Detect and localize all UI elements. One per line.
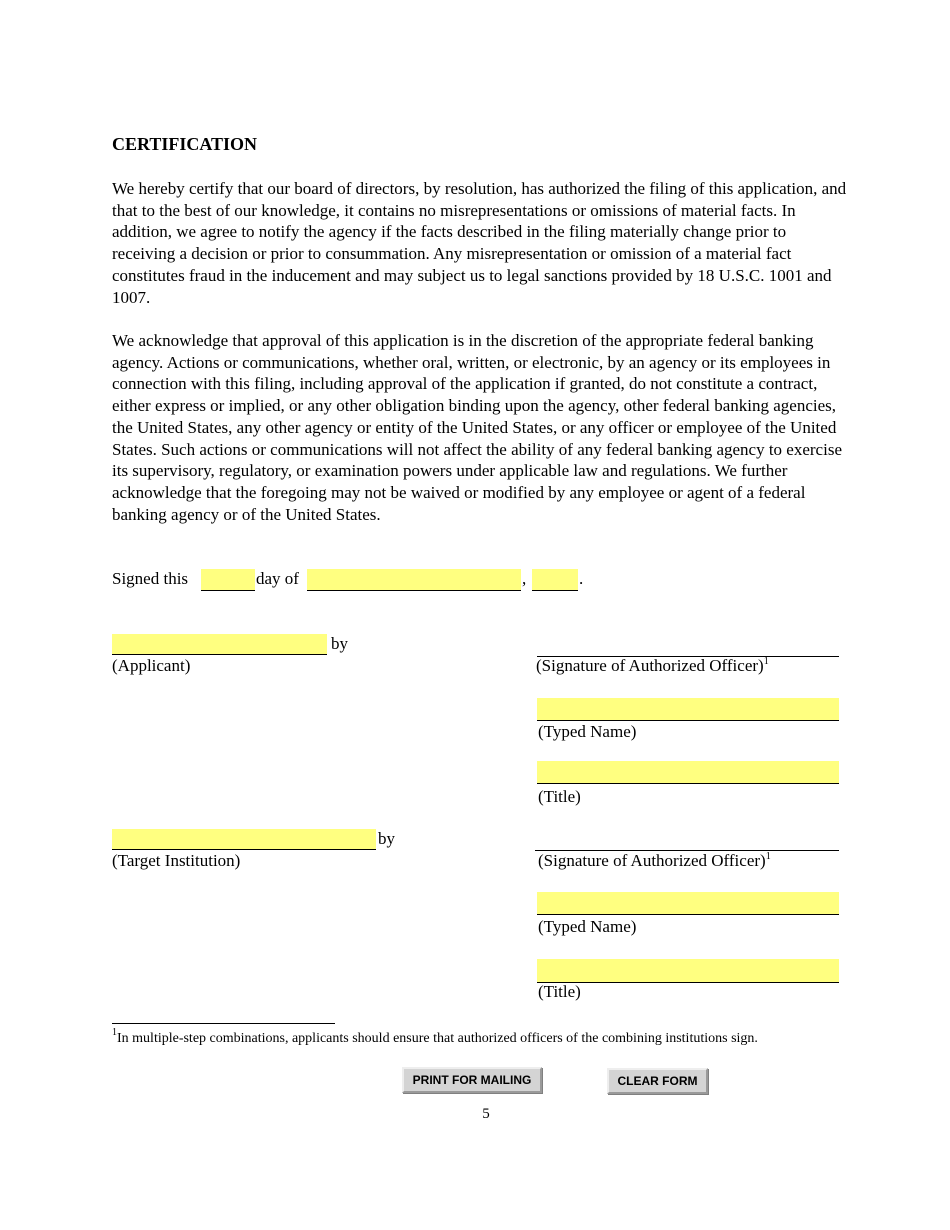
- applicant-label: (Applicant): [112, 656, 191, 675]
- applicant-typed-name-label: (Typed Name): [538, 722, 637, 741]
- footnote-rule: [112, 1023, 335, 1024]
- footnote-text: In multiple-step combinations, applicants should ensure that authorized officers of the combining institutions sign.: [117, 1031, 758, 1046]
- footnote-ref-marker: 1: [763, 656, 769, 667]
- applicant-name-field[interactable]: [112, 634, 327, 655]
- target-by-label: by: [378, 829, 395, 848]
- signed-this-label: Signed this: [112, 569, 189, 588]
- day-of-label: day of: [256, 569, 299, 588]
- signed-month-field[interactable]: [307, 569, 521, 591]
- applicant-signature-label: (Signature of Authorized Officer)$^1$: [536, 656, 769, 675]
- footnote: [112, 1027, 758, 1047]
- applicant-title-label: (Title): [538, 787, 581, 806]
- applicant-typed-name-field[interactable]: [537, 698, 839, 721]
- target-typed-name-field[interactable]: [537, 892, 839, 915]
- print-for-mailing-button[interactable]: PRINT FOR MAILING: [402, 1067, 542, 1093]
- comma-separator: ,: [522, 569, 527, 588]
- signed-year-field[interactable]: [532, 569, 578, 591]
- target-institution-label: (Target Institution): [112, 851, 241, 870]
- footnote-ref-marker: 1: [765, 851, 771, 862]
- page-number: 5: [482, 1106, 490, 1122]
- target-signature-label: (Signature of Authorized Officer)$^1$: [538, 851, 771, 870]
- acknowledgement-paragraph: We acknowledge that approval of this application is in the discretion of the appropriate federal banking agency. Actions or communications, whether oral, written, or electronic, by an agency or its employees in connection with this filing, including approval of the application if granted, do not constitute a contract, either express or implied, or any other obligation binding upon the agency, other federal banking agencies, the United States, any other agency or entity of the United States, or any officer or employee of the United States. Such actions or communications will not affect the ability of any federal banking agency to exercise its supervisory, regulatory, or examination powers under applicable law and regulations. We further acknowledge that the foregoing may not be waived or modified by any employee or agent of a federal banking agency or of the United States.: [112, 331, 842, 524]
- signed-day-field[interactable]: [201, 569, 255, 591]
- target-institution-name-field[interactable]: [112, 829, 376, 850]
- applicant-title-field[interactable]: [537, 761, 839, 784]
- footnote-number: 1: [112, 1027, 117, 1038]
- applicant-by-label: by: [331, 634, 348, 653]
- section-heading: CERTIFICATION: [112, 134, 258, 154]
- clear-form-button[interactable]: CLEAR FORM: [607, 1068, 708, 1094]
- target-typed-name-label: (Typed Name): [538, 917, 637, 936]
- certification-paragraph: We hereby certify that our board of directors, by resolution, has authorized the filing of this application, and that to the best of our knowledge, it contains no misrepresentations or omissions of material facts. In addition, we agree to notify the agency if the facts described in the filing materially change prior to receiving a decision or prior to consummation. Any misrepresentation or omission of a material fact constitutes fraud in the inducement and may subject us to legal sanctions provided by 18 U.S.C. 1001 and 1007.: [112, 179, 847, 307]
- period-mark: .: [579, 569, 584, 588]
- target-title-field[interactable]: [537, 959, 839, 983]
- target-title-label: (Title): [538, 982, 581, 1001]
